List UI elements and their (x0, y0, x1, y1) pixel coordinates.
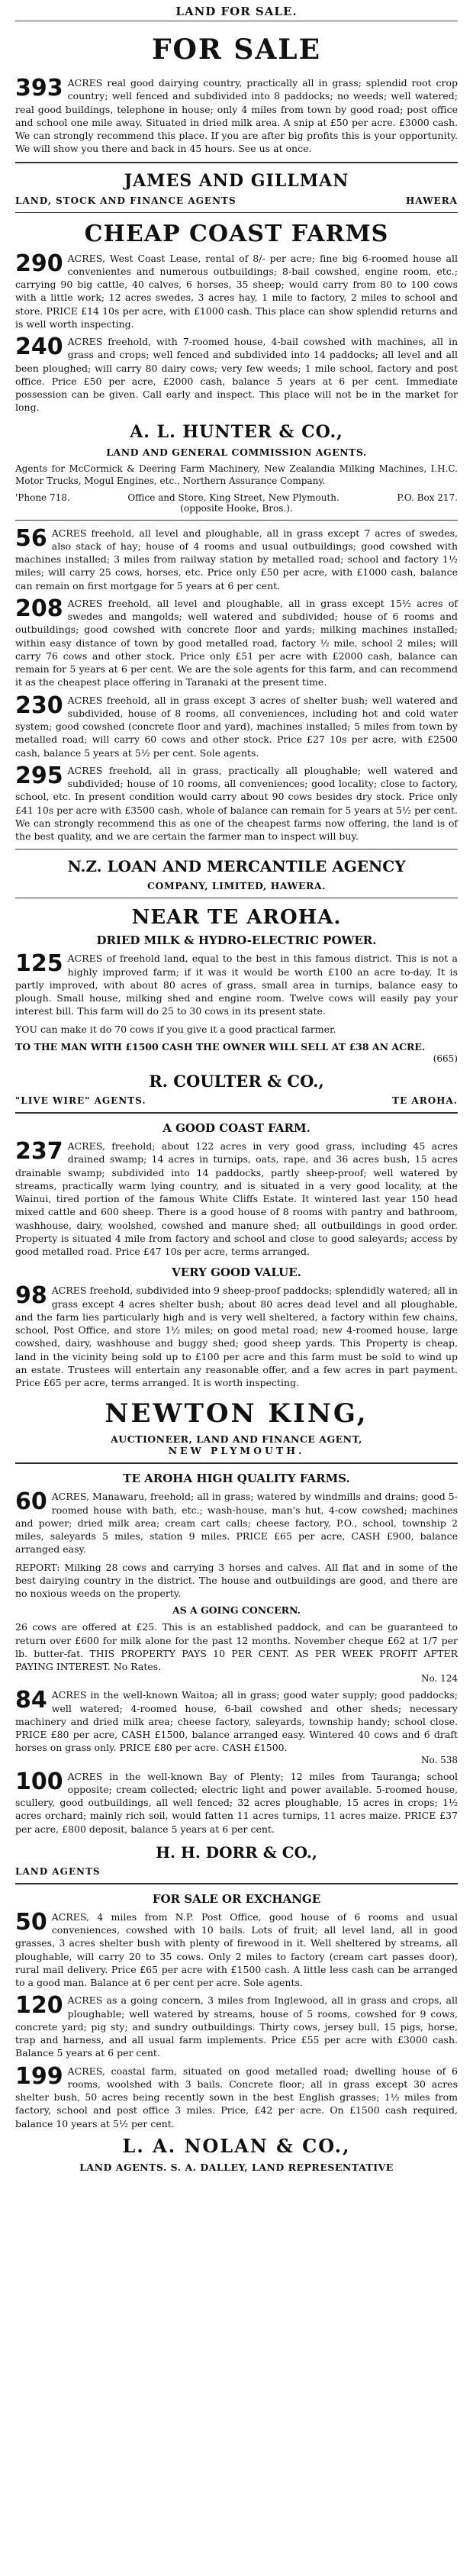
listing-text: ACRES, 4 miles from N.P. Post Office, good house of 6 rooms and usual conveniences, cowshed with 10 bails. Lots of fruit; all level land, all in good grasses, 3 acres shelter bush with plenty of firewood in it. Well sheltered by streams, all ploughable, will carry 20 to 35 cows. Only 2 miles to factory (cream cart passes door), rural mail delivery. Price £65 per acre with £1500 cash. A little less cash can be arranged to a good man. Balance at 6 per cent per acre. Sole agents. (15, 1910, 458, 1989)
section-title: FOR SALE OR EXCHANGE (152, 1891, 321, 1906)
listing-240 (15, 335, 458, 414)
listing-text: ACRES freehold, all level and ploughable, all in grass except 7 acres of swedes, also stack of hay; house of 4 rooms and usual outbuildings; good cowshed with machines installed; 3 miles from railway station by metalled road; school and factory 1½ miles; will carry 25 cows, horses, etc. Price only £50 per acre, with £1000 cash, balance can remain on first mortgage for 5 years at 6 per cent. (15, 527, 458, 592)
agent-subtitle (15, 195, 458, 206)
agent-town: NEW PLYMOUTH. (168, 1445, 305, 1457)
listing-56 (15, 524, 458, 592)
listing-number: 199 (15, 2062, 63, 2090)
divider (15, 849, 458, 850)
agent-name: H. H. DORR & CO., (156, 1843, 317, 1862)
listing-290 (15, 252, 458, 331)
listing-offer: TO THE MAN WITH £1500 CASH THE OWNER WILL SELL AT £38 AN ACRE. (15, 1040, 426, 1053)
agent-role: LAND, STOCK AND FINANCE AGENTS (15, 195, 236, 206)
listing-text: ACRES freehold, with 7-roomed house, 4-bail cowshed with machines, all in grass and crops; well fenced and subdivided into 14 paddocks; all level and all been ploughed; will carry 80 dairy cows; very few weeds; 1 mile school, factory and post office. Price £50 per acre, £2000 cash, balance 5 years at 6 per cent. Immediate possession can be given. Call early and inspect. This place will not be in the market for long. (15, 336, 458, 414)
listing-ref: No. 538 (420, 1754, 458, 1765)
listing-text: ACRES freehold, subdivided into 9 sheep-proof paddocks; splendidly watered; all in grass except 4 acres shelter bush; about 80 acres dead level and all ploughable, and the farm lies particularly high and is very well sheltered, a factory within few chains, school, Post Office, and store 1½ miles; on good metal road; new 4-roomed house, large cowshed, dairy, washhouse and buggy shed; good sheep yards. This Property is cheap, land in the vicinity being sold up to £100 per acre and this farm must be sold to wind up an estate. Trustees will entertain any reasonable offer, and a few acres in part payment. Price £65 per acre, terms arranged. It is worth inspecting. (15, 1285, 458, 1389)
section-title: NEAR TE AROHA. (131, 906, 342, 930)
divider (15, 1462, 458, 1464)
listing-237 (15, 1140, 458, 1258)
listing-199 (15, 2062, 458, 2130)
divider (15, 1883, 458, 1884)
agent-agencies: Agents for McCormick & Deering Farm Machinery, New Zealandia Milking Machines, I.H.C. Motor Trucks, Mogul Engines, etc., Northern Assurance Company. (15, 463, 458, 487)
listing-number: 393 (15, 75, 63, 102)
listing-number: 237 (15, 1138, 63, 1165)
listing-50 (15, 1910, 458, 1990)
listing-number: 60 (15, 1488, 47, 1516)
agent-name: NEWTON KING, (105, 1398, 368, 1430)
agent-name: JAMES AND GILLMAN (124, 170, 349, 191)
listing-number: 100 (15, 1768, 63, 1795)
agent-subtitle: LAND AGENTS. S. A. DALLEY, LAND REPRESENTATIVE (79, 2161, 394, 2173)
section-title: TE AROHA HIGH QUALITY FARMS. (123, 1472, 350, 1486)
agent-name: A. L. HUNTER & CO., (130, 421, 343, 442)
office-address: Office and Store, King Street, New Plymouth. (127, 492, 339, 503)
listing-120 (15, 1994, 458, 2059)
listing-60 (15, 1490, 458, 1556)
newspaper-column (8, 0, 465, 2173)
agent-name: R. COULTER & CO., (149, 1072, 324, 1091)
listing-295 (15, 764, 458, 843)
listing-text: ACRES of freehold land, equal to the best in this famous district. This is not a highly improved farm; if it was it would be worth £100 an acre to-day. It is partly improved, with about 80 acres of grass, small area in turnips, balance easy to plough. Small house, milking shed and engine room. Twelve cows will easily pay your interest bill. This farm will do 25 to 30 cows in its present state. (15, 953, 458, 1017)
column-heading: LAND FOR SALE. (15, 3, 458, 21)
agent-name: L. A. NOLAN & CO., (122, 2134, 351, 2157)
listing-number: 208 (15, 595, 63, 622)
section-title: CHEAP COAST FARMS (84, 220, 389, 247)
listing-98 (15, 1284, 458, 1389)
agent-role: LAND AGENTS (15, 1865, 101, 1877)
agent-subtitle: AUCTIONEER, LAND AND FINANCE AGENT, (111, 1433, 362, 1446)
listing-text: ACRES freehold, all in grass except 3 acres of shelter bush; well watered and subdivided, house of 8 rooms, all conveniences, including hot and cold water system; good cowshed (concrete floor and yard), machines installed; 5 miles from town by metalled road; will carry 60 cows and other stock. Price £27 10s per acre, with £2500 cash, balance 5 years at 5½ per cent. Sole agents. (15, 694, 458, 759)
listing-230 (15, 694, 458, 759)
listing-note: YOU can make it do 70 cows if you give it a good practical farmer. (15, 1023, 336, 1035)
agent-role: "LIVE WIRE" AGENTS. (15, 1095, 146, 1107)
listing-text: ACRES in the well-known Bay of Plenty; 12 miles from Tauranga; school opposite; cream collected; electric light and power available. 5-roomed house, scullery, good outbuildings, all well fenced; 32 acres ploughable, 15 acres in crops; 1½ acres orchard; mainly rich soil, would fatten 11 acres turnips, 11 acres maize. PRICE £37 per acre, £800 deposit, balance 5 years at 6 per cent. (15, 1770, 458, 1835)
listing-number: 290 (15, 250, 63, 277)
divider (15, 1112, 458, 1114)
divider (15, 162, 458, 163)
listing-number: 240 (15, 334, 63, 360)
listing-text: ACRES, coastal farm, situated on good metalled road; dwelling house of 6 rooms, woolshed with 3 bails. Concrete floor; all in grass except 30 acres shelter bush, 50 acres being recently sown in the best English grasses; 1½ miles from factory, school and post office 3 miles. Price, £42 per acre. On £1500 cash required, balance 10 years at 5½ per cent. (15, 2065, 458, 2129)
section-subtitle: DRIED MILK & HYDRO-ELECTRIC POWER. (96, 933, 377, 948)
listing-number: 120 (15, 1992, 63, 2020)
listing-concern: 26 cows are offered at £25. This is an established paddock, and can be guaranteed to return over £600 for milk alone for the past 12 months. November cheque £62 at 1/7 per lb. butter-fat. THIS PROPERTY PAYS 10 PER CENT. AS PER WEEK PROFIT AFTER PAYING INTEREST. No Rates. (15, 1621, 458, 1673)
listing-text: ACRES, Manawaru, freehold; all in grass; watered by windmills and drains; good 5-roomed house with bath, etc.; wash-house, man's hut, 4-cow cowshed; machines and power; dried milk area; cream cart calls; cheese factory, P.O., school, township 2 miles, saleyards 5 miles, station 9 miles. PRICE £65 per acre, CASH £900, balance arranged easy. (15, 1491, 458, 1556)
listing-number: 98 (15, 1282, 47, 1310)
listing-text: ACRES in the well-known Waitoa; all in grass; good water supply; good paddocks; well watered; 4-roomed house, 6-bail cowshed and other sheds; necessary machinery and dried milk area; cheese factory, saleyards, township handy; school close. PRICE £80 per acre, CASH £1500, balance arranged easy. Wintered 40 cows and 6 draft horses on grass only. PRICE £80 per acre. CASH £1500. (15, 1689, 458, 1754)
listing-subheading: AS A GOING CONCERN. (172, 1604, 301, 1617)
listing-393 (15, 76, 458, 156)
agent-subtitle (15, 1866, 458, 1877)
listing-ref: No. 124 (420, 1673, 458, 1685)
agent-town: TE AROHA. (392, 1095, 458, 1107)
listing-number: 50 (15, 1908, 47, 1936)
agent-name: N.Z. LOAN AND MERCANTILE AGENCY (67, 857, 406, 876)
agent-subtitle (15, 1095, 458, 1106)
section-title: A GOOD COAST FARM. (162, 1121, 311, 1136)
listing-ref: (665) (433, 1053, 458, 1065)
listing-125 (15, 952, 458, 1017)
divider (15, 520, 458, 521)
listing-number: 295 (15, 762, 63, 789)
listing-text: ACRES, freehold; about 122 acres in very good grass, including 45 acres drained swamp; 14 acres in turnips, oats, rape, and 36 acres bush, 15 acres drainable swamp; subdivided into 14 paddocks, partly sheep-proof; well watered by streams, practically warm lying country, and is situated in a very good locality, at the Wainui, tired portion of the famous White Cliffs Estate. It wintered last year 150 head mixed cattle and 600 sheep. There is a good house of 8 rooms with pantry and bathroom, washhouse, dairy, woolshed, cowshed and manure shed; all outbuildings in good order. Property is situated 4 mile from factory and school and close to good saleyards; access by good metalled road. Price £47 10s per acre, terms arranged. (15, 1140, 458, 1258)
divider (15, 212, 458, 213)
listing-text: ACRES freehold, all in grass, practically all ploughable; well watered and subdivided; house of 10 rooms, all conveniences; good locality; close to factory, school, etc. In present condition would carry about 90 cows besides dry stock. Price only £41 10s per acre with £3500 cash, whole of balance can remain for 5 years at 5½ per cent. We can strongly recommend this as one of the cheapest farms now offering, the land is of the best quality, and we are certain the farmer man to inspect will buy. (15, 764, 458, 843)
listing-text: ACRES, West Coast Lease, rental of 8/- per acre; fine big 6-roomed house all convenientes and numerous outbuildings; 8-bail cowshed, engine room, etc.; carrying 90 big cattle, 40 calves, 6 horses, 35 sheep; would carry from 80 to 100 cows with a little work; 12 acres swedes, 3 acres hay, 1 mile to factory, 2 miles to school and store. PRICE £14 10s per acre, with £1000 cash. This place can show splendid returns and is well worth inspecting. (15, 252, 458, 330)
section-title: VERY GOOD VALUE. (172, 1265, 301, 1280)
listing-report: REPORT: Milking 28 cows and carrying 3 horses and calves. All flat and in some of the best dairying country in the district. The house and outbuildings are good, and there are no noxious weeds on the property. (15, 1561, 458, 1600)
listing-text: ACRES freehold, all level and ploughable, all in grass except 15½ acres of swedes and mangolds; well watered and subdivided; house of 6 rooms and outbuildings; good cowshed with concrete floor and yards; milking machines installed; within easy distance of town by good metalled road, factory ½ mile, school 2 miles; will carry 76 cows and other stock. Price only £51 per acre with £2000 cash, balance can remain for 5 years at 6 per cent. We are the sole agents for this farm, and can recommend it as the cheapest place offering in Taranaki at the present time. (15, 597, 458, 688)
listing-number: 230 (15, 692, 63, 719)
agent-contact (15, 492, 458, 503)
po-box: P.O. Box 217. (397, 492, 458, 503)
for-sale-title: FOR SALE (151, 34, 322, 66)
agent-town: HAWERA (406, 195, 458, 206)
listing-84 (15, 1688, 458, 1754)
listing-208 (15, 597, 458, 689)
listing-text: ACRES as a going concern, 3 miles from Inglewood, all in grass and crops, all ploughable; well watered by streams, house of 5 rooms, cowshed for 9 cows, concrete yard; pig sty; and sundry outbuildings. Thirty cows, jersey bull, 15 pigs, horse, trap and harness, and all usual farm implements. Price £55 per acre with £3000 cash. Balance 5 years at 6 per cent. (15, 1994, 458, 2059)
agent-subtitle: COMPANY, LIMITED, HAWERA. (147, 880, 326, 892)
listing-100 (15, 1770, 458, 1836)
listing-number: 84 (15, 1687, 47, 1714)
phone-number: 'Phone 718. (15, 492, 70, 503)
listing-text: ACRES real good dairying country, practically all in grass; splendid root crop country; well fenced and subdivided into 8 paddocks; no weeds; well watered; real good buildings, telephone in house; only 4 miles from town by good road; post office and school one mile away. Situated in dried milk area. A snip at £50 per acre. £3000 cash. We can strongly recommend this place. If you are after big profits this is your opportunity. We will show you there and back in 45 hours. See us at once. (15, 77, 458, 155)
listing-number: 125 (15, 950, 63, 978)
office-landmark: (opposite Hooke, Bros.). (180, 502, 293, 514)
listing-number: 56 (15, 524, 47, 552)
agent-tagline: LAND AND GENERAL COMMISSION AGENTS. (106, 446, 367, 458)
